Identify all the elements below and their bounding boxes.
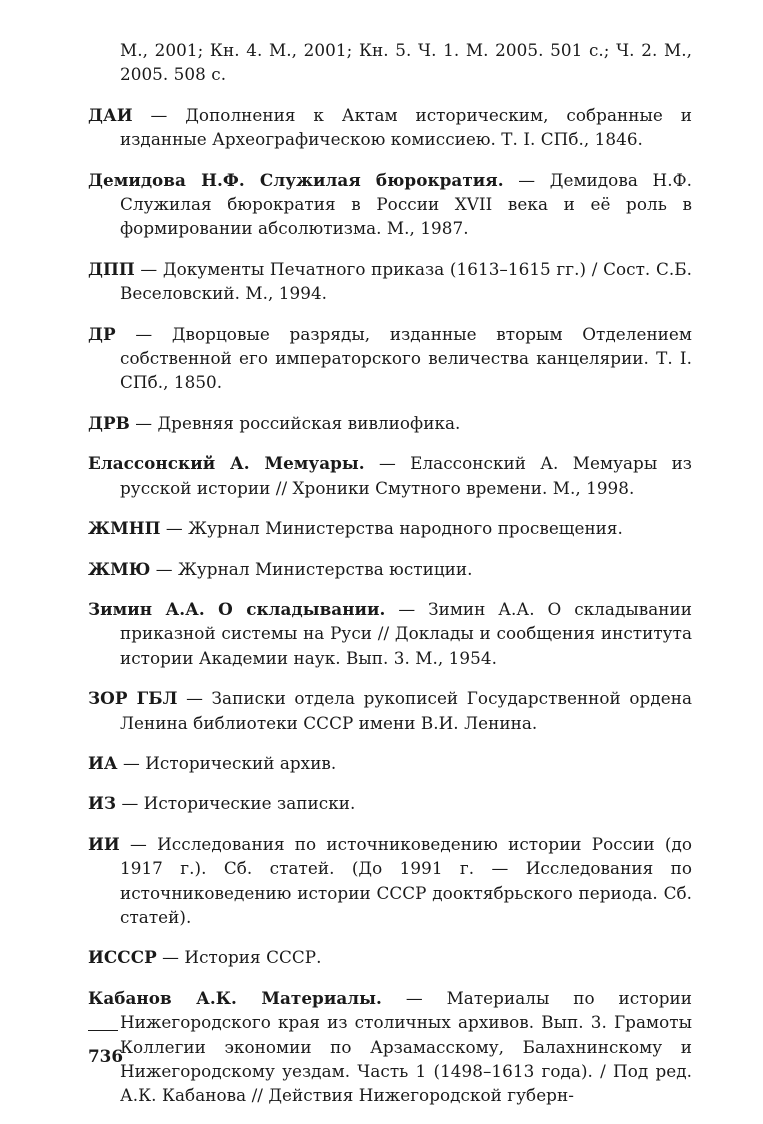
entry-text: — Древняя российская вивлиофика. — [129, 412, 461, 433]
entry-ii — [88, 832, 692, 930]
entry-zhmnp — [88, 516, 692, 540]
entry-text: — Демидова Н.Ф. Служилая бюрократия в России XVII века и её роль в формировании абсолютизма. М., 1987. — [120, 169, 692, 239]
entry-text: — Зимин А.А. О складывании приказной системы на Руси // Доклады и сообщения института истории Академии наук. Вып. 3. М., 1954. — [120, 598, 692, 668]
entry-issr — [88, 945, 692, 969]
entry-text: — Дополнения к Актам историческим, собранные и изданные Археографическою комиссиею. Т. I. СПб., 1846. — [120, 104, 692, 150]
entry-term: ЗОР ГБЛ — [88, 688, 178, 709]
page-number: 736 — [88, 1046, 124, 1066]
entry-dpp — [88, 257, 692, 306]
entry-text: — Материалы по истории Нижегородского края из столичных архивов. Вып. 3. Грамоты Коллегии экономии по Арзамасскому, Балахнинскому и Нижегородскому уездам. Часть 1 (1498–1613 года). / Под ред. А.К. Кабанова // Действия Нижегородской губерн- — [120, 987, 692, 1106]
entry-drv — [88, 411, 692, 435]
entry-elassonsky — [88, 451, 692, 500]
entry-text: — Дворцовые разряды, изданные вторым Отделением собственной его императорского величества канцелярии. Т. I. СПб., 1850. — [115, 323, 692, 393]
entry-text: — Елассонский А. Мемуары из русской истории // Хроники Смутного времени. М., 1998. — [120, 453, 693, 498]
entry-text: — Журнал Министерства народного просвещения. — [160, 518, 623, 539]
bibliography-page — [88, 38, 692, 1124]
entry-text: — История СССР. — [156, 947, 322, 968]
entry-term: ИСССР — [88, 947, 157, 968]
entry-term: ДРВ — [88, 412, 130, 433]
entry-term: ДАИ — [88, 104, 133, 125]
entry-demidova — [88, 168, 692, 241]
entry-ia — [88, 751, 692, 775]
entry-kabanov — [88, 986, 692, 1108]
entry-text: — Исследования по источниковедению истории России (до 1917 г.). Сб. статей. (До 1991 г. — Исследования по источниковедению истории СССР дооктябрьского периода. Сб. статей). — [119, 833, 692, 927]
entry-zimin — [88, 597, 692, 670]
entry-text: — Журнал Министерства юстиции. — [150, 558, 473, 579]
entry-term: ИЗ — [88, 793, 117, 814]
entry-term: ЖМЮ — [88, 558, 151, 579]
entry-text: — Исторический архив. — [117, 752, 337, 773]
entry-term: Елассонский А. Мемуары. — [88, 453, 365, 474]
entry-term: ДПП — [88, 258, 135, 279]
entry-term: Зимин А.А. О складывании. — [88, 598, 386, 619]
entry-text: — Исторические записки. — [116, 793, 356, 814]
entry-text: — Записки отдела рукописей Государственной ордена Ленина библиотеки СССР имени В.И. Ленина. — [120, 688, 692, 733]
continuation-text: М., 2001; Кн. 4. М., 2001; Кн. 5. Ч. 1. М. 2005. 501 с.; Ч. 2. М., 2005. 508 с. — [120, 40, 692, 85]
entry-zhmyu — [88, 557, 692, 581]
entry-term: Демидова Н.Ф. Служилая бюрократия. — [88, 169, 504, 190]
entry-dai — [88, 103, 692, 152]
entry-term: ИА — [88, 752, 118, 773]
entry-text: — Документы Печатного приказа (1613–1615 гг.) / Сост. С.Б. Веселовский. М., 1994. — [120, 258, 692, 304]
entry-term: ИИ — [88, 833, 120, 854]
entry-term: ДР — [88, 323, 116, 344]
entry-term: Кабанов А.К. Материалы. — [88, 987, 382, 1008]
entry-zor-gbl — [88, 686, 692, 735]
entry-term: ЖМНП — [88, 518, 161, 539]
footer-divider — [88, 1030, 118, 1031]
entry-iz — [88, 791, 692, 815]
entry-dr — [88, 322, 692, 395]
